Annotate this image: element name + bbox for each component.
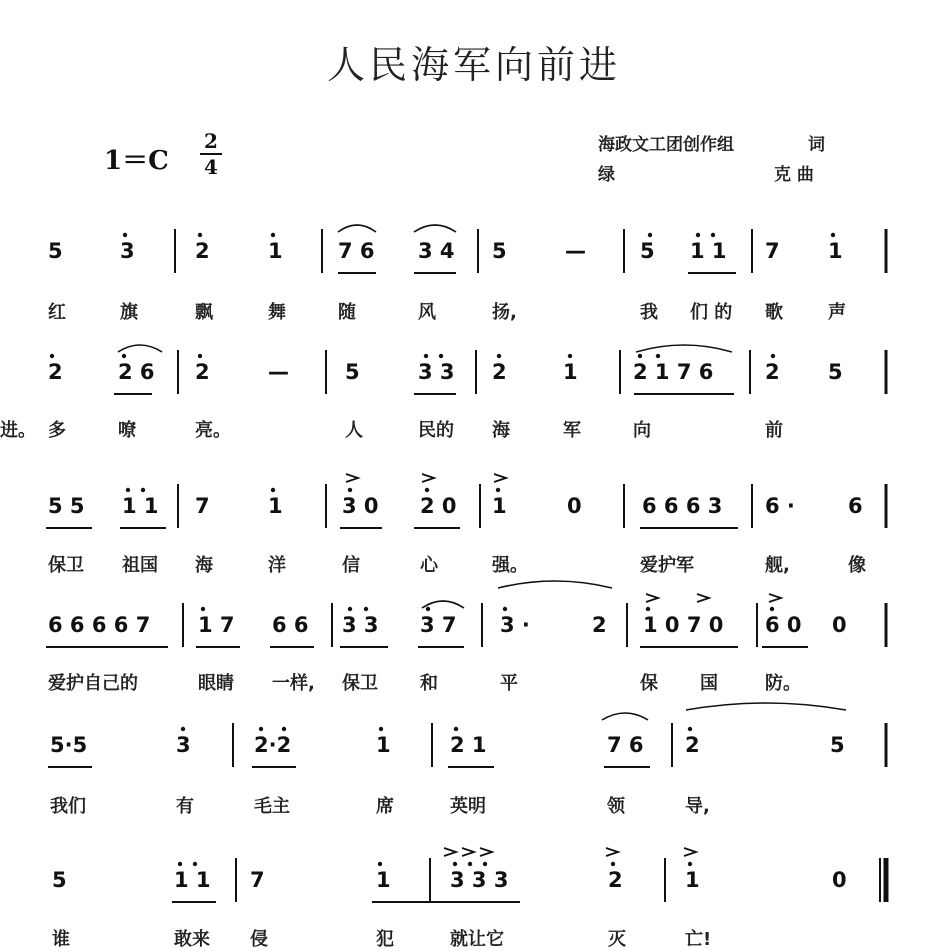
- note-group: 3 0: [342, 494, 379, 518]
- lyricist-role: 词: [808, 135, 825, 155]
- lyric-syllable: 们 的: [690, 302, 733, 323]
- note-group: 5: [345, 360, 360, 384]
- note-group: 2: [195, 360, 210, 384]
- lyric-syllable: 爱护军: [640, 555, 694, 576]
- note-group: 7 6: [338, 239, 375, 263]
- note-group: 2·2: [254, 733, 292, 757]
- lyric-syllable: 旗: [120, 302, 138, 323]
- note-group: 1: [492, 494, 507, 518]
- note-group: 1 1: [174, 868, 211, 892]
- note-group: 5: [828, 360, 843, 384]
- lyric-syllable: 信: [342, 555, 360, 576]
- lyric-syllable: 灭: [608, 929, 626, 950]
- note-group: 5: [640, 239, 655, 263]
- lyric-syllable: 侵: [250, 929, 268, 950]
- lyric-syllable: 保: [640, 673, 658, 694]
- note-group: 3 3 3: [450, 868, 509, 892]
- lyric-syllable: 祖国: [122, 555, 158, 576]
- lyric-syllable: 导,: [685, 796, 710, 817]
- meter-bottom: 4: [204, 155, 218, 179]
- note-group: 7: [765, 239, 780, 263]
- lyric-syllable: 防。: [765, 673, 801, 694]
- lyricist-credit: 海政文工团创作组: [598, 135, 734, 155]
- lyric-syllable: 强。: [492, 555, 528, 576]
- note-group: 2: [48, 360, 63, 384]
- note-group: 1: [376, 733, 391, 757]
- lyric-syllable: 风: [418, 302, 436, 323]
- lyric-syllable: 红: [48, 302, 66, 323]
- lyric-syllable: 亮。: [195, 420, 231, 441]
- note-group: 5·5: [50, 733, 88, 757]
- lyric-syllable: 眼睛: [198, 673, 234, 694]
- lyric-syllable: 歌: [765, 302, 783, 323]
- note-group: 6 6: [272, 613, 309, 637]
- lyric-syllable: 我: [640, 302, 658, 323]
- note-group: 6 0: [765, 613, 802, 637]
- note-group: 5 5: [48, 494, 85, 518]
- note-group: 7 6: [607, 733, 644, 757]
- note-group: 1: [376, 868, 391, 892]
- composer-role: 克 曲: [774, 165, 814, 185]
- lyric-syllable: 有: [176, 796, 194, 817]
- note-group: 3 4: [418, 239, 455, 263]
- note-group: 3 ·: [500, 613, 530, 637]
- lyric-syllable: 英明: [450, 796, 486, 817]
- lyric-syllable: 舞: [268, 302, 286, 323]
- lyric-syllable: 向: [633, 420, 651, 441]
- lyric-syllable: 心: [420, 555, 438, 576]
- note-group: 6 6 6 3: [642, 494, 723, 518]
- lyric-syllable: 扬,: [492, 302, 517, 323]
- note-group: 1: [828, 239, 843, 263]
- note-group: 1: [268, 494, 283, 518]
- lyric-syllable: 毛主: [254, 796, 290, 817]
- note-group: 2 1: [450, 733, 487, 757]
- note-group: 2: [765, 360, 780, 384]
- lyric-syllable: 亡!: [685, 929, 712, 950]
- lyric-syllable: 我们: [50, 796, 86, 817]
- note-group: —: [565, 239, 586, 263]
- lyric-syllable: 进。: [0, 420, 36, 441]
- note-group: 3: [120, 239, 135, 263]
- note-group: 0: [567, 494, 582, 518]
- note-group: 2: [608, 868, 623, 892]
- lyric-syllable: 洋: [268, 555, 286, 576]
- note-group: 3: [176, 733, 191, 757]
- key-signature: 1＝C: [104, 146, 169, 176]
- song-title: 人民海军向前进: [326, 43, 621, 87]
- lyric-syllable: 敢来: [174, 929, 210, 950]
- lyric-syllable: 犯: [376, 929, 394, 950]
- lyric-syllable: 声: [828, 302, 846, 323]
- note-group: 1 0 7 0: [643, 613, 724, 637]
- note-group: 1: [268, 239, 283, 263]
- note-group: 1: [563, 360, 578, 384]
- note-group: 7: [250, 868, 265, 892]
- lyric-syllable: 领: [607, 796, 625, 817]
- note-group: 0: [832, 613, 847, 637]
- lyric-syllable: 嘹: [118, 420, 136, 441]
- lyric-syllable: 爱护自己的: [48, 673, 138, 694]
- lyric-syllable: 人: [345, 420, 363, 441]
- lyric-syllable: 飘: [195, 302, 213, 323]
- lyric-syllable: 海: [492, 420, 510, 441]
- note-group: 1 7: [198, 613, 235, 637]
- lyric-syllable: 海: [195, 555, 213, 576]
- note-group: 2: [685, 733, 700, 757]
- note-group: 3 7: [420, 613, 457, 637]
- composer-credit: 绿: [598, 165, 615, 185]
- lyric-syllable: 舰,: [765, 555, 790, 576]
- note-group: 2: [195, 239, 210, 263]
- lyric-syllable: 像: [848, 555, 866, 576]
- lyric-syllable: 保卫: [48, 555, 84, 576]
- lyric-syllable: 和: [420, 673, 438, 694]
- note-group: 2 0: [420, 494, 457, 518]
- note-group: 6 6 6 6 7: [48, 613, 151, 637]
- note-group: 2 1 7 6: [633, 360, 714, 384]
- lyric-syllable: 一样,: [272, 673, 315, 694]
- note-group: 5: [48, 239, 63, 263]
- note-group: 6 ·: [765, 494, 795, 518]
- note-group: 5: [492, 239, 507, 263]
- lyric-syllable: 军: [563, 420, 581, 441]
- note-group: —: [268, 360, 289, 384]
- lyric-syllable: 就让它: [450, 929, 504, 950]
- note-group: 1: [685, 868, 700, 892]
- note-group: 7: [195, 494, 210, 518]
- note-group: 5: [52, 868, 67, 892]
- note-group: 5: [830, 733, 845, 757]
- note-group: 3 3: [342, 613, 379, 637]
- note-group: 3 3: [418, 360, 455, 384]
- note-group: 0: [832, 868, 847, 892]
- lyric-syllable: 谁: [52, 929, 70, 950]
- lyric-syllable: 前: [765, 420, 783, 441]
- lyric-syllable: 国: [700, 673, 718, 694]
- lyric-syllable: 席: [376, 796, 394, 817]
- note-group: 6: [848, 494, 863, 518]
- meter-top: 2: [204, 129, 218, 153]
- lyric-syllable: 多: [48, 420, 66, 441]
- note-group: 2: [492, 360, 507, 384]
- lyric-syllable: 平: [500, 673, 518, 694]
- note-group: 1 1: [122, 494, 159, 518]
- lyric-syllable: 保卫: [342, 673, 378, 694]
- note-group: 2 6: [118, 360, 155, 384]
- note-group: 1 1: [690, 239, 727, 263]
- note-group: 2: [592, 613, 607, 637]
- lyric-syllable: 随: [338, 302, 356, 323]
- lyric-syllable: 民的: [418, 420, 454, 441]
